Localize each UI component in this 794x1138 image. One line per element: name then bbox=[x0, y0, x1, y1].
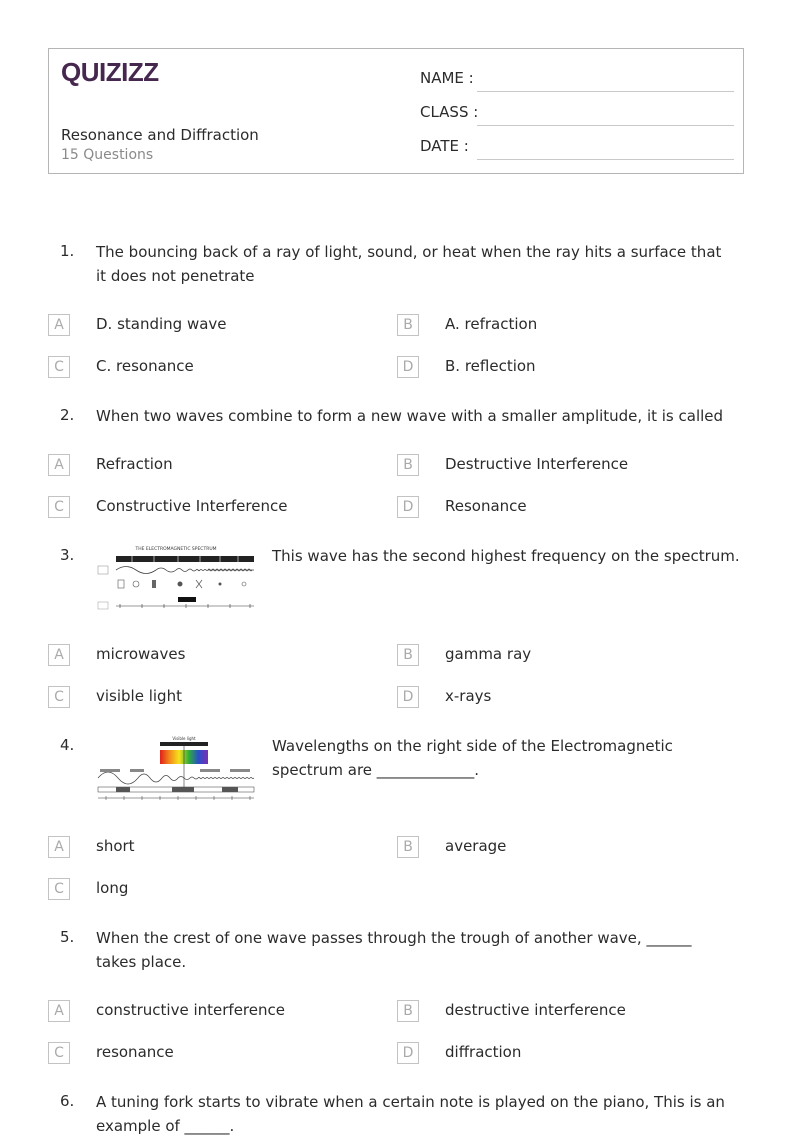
date-label: DATE : bbox=[420, 137, 469, 155]
worksheet-title: Resonance and Diffraction bbox=[61, 126, 259, 144]
name-label: NAME : bbox=[420, 69, 474, 87]
diagram-caption: THE ELECTROMAGNETIC SPECTRUM bbox=[135, 547, 217, 552]
question-number: 5. bbox=[60, 928, 75, 946]
option-text: destructive interference bbox=[445, 1001, 626, 1019]
option-text: average bbox=[445, 837, 507, 855]
option-text: resonance bbox=[96, 1043, 174, 1061]
date-line[interactable] bbox=[477, 159, 734, 160]
option-letter-box[interactable]: D bbox=[397, 356, 419, 378]
question-number: 2. bbox=[60, 406, 75, 424]
name-field bbox=[420, 69, 734, 93]
worksheet-header bbox=[48, 48, 744, 174]
option-letter-box[interactable]: D bbox=[397, 686, 419, 708]
option-letter-box[interactable]: B bbox=[397, 454, 419, 476]
option-letter-box[interactable]: C bbox=[48, 686, 70, 708]
class-line[interactable] bbox=[477, 125, 734, 126]
diagram-caption: Visible light bbox=[172, 736, 196, 741]
name-line[interactable] bbox=[477, 91, 734, 92]
option-letter-box[interactable]: C bbox=[48, 1042, 70, 1064]
option-letter-box[interactable]: C bbox=[48, 496, 70, 518]
option-text: Constructive Interference bbox=[96, 497, 288, 515]
quizizz-logo: QUIZIZZ bbox=[61, 57, 159, 87]
option-text: microwaves bbox=[96, 645, 186, 663]
class-label: CLASS : bbox=[420, 103, 479, 121]
option-letter-box[interactable]: B bbox=[397, 314, 419, 336]
question-text: When two waves combine to form a new wave with a smaller amplitude, it is called bbox=[96, 407, 724, 425]
option-text: A. refraction bbox=[445, 315, 538, 333]
option-text: Resonance bbox=[445, 497, 527, 515]
electromagnetic-spectrum-diagram bbox=[96, 544, 256, 616]
option-letter-box[interactable]: D bbox=[397, 1042, 419, 1064]
option-letter-box[interactable]: A bbox=[48, 314, 70, 336]
question-count: 15 Questions bbox=[61, 147, 154, 163]
option-text: visible light bbox=[96, 687, 182, 705]
option-letter-box[interactable]: A bbox=[48, 454, 70, 476]
question-number: 1. bbox=[60, 242, 75, 260]
option-letter-box[interactable]: B bbox=[397, 836, 419, 858]
option-letter-box[interactable]: A bbox=[48, 1000, 70, 1022]
question-number: 4. bbox=[60, 736, 75, 754]
question-text: This wave has the second highest frequency on the spectrum. bbox=[272, 547, 740, 565]
option-text: diffraction bbox=[445, 1043, 522, 1061]
option-text: D. standing wave bbox=[96, 315, 227, 333]
option-letter-box[interactable]: A bbox=[48, 836, 70, 858]
option-text: long bbox=[96, 879, 129, 897]
option-letter-box[interactable]: D bbox=[397, 496, 419, 518]
question-number: 6. bbox=[60, 1092, 75, 1110]
class-field bbox=[420, 103, 734, 127]
wavelength-spectrum-diagram bbox=[96, 734, 256, 808]
question-text: Wavelengths on the right side of the Electromagnetic spectrum are _____________. bbox=[272, 737, 673, 779]
option-text: short bbox=[96, 837, 135, 855]
option-letter-box[interactable]: B bbox=[397, 644, 419, 666]
option-text: constructive interference bbox=[96, 1001, 285, 1019]
question-text: When the crest of one wave passes through the trough of another wave, ______ takes place. bbox=[96, 929, 692, 971]
option-letter-box[interactable]: B bbox=[397, 1000, 419, 1022]
option-text: Refraction bbox=[96, 455, 173, 473]
option-text: B. reflection bbox=[445, 357, 536, 375]
question-text: The bouncing back of a ray of light, sound, or heat when the ray hits a surface that it does not penetrate bbox=[96, 243, 722, 285]
option-text: C. resonance bbox=[96, 357, 194, 375]
question-text: A tuning fork starts to vibrate when a certain note is played on the piano, This is an example of ______. bbox=[96, 1093, 725, 1135]
option-letter-box[interactable]: A bbox=[48, 644, 70, 666]
option-letter-box[interactable]: C bbox=[48, 878, 70, 900]
option-text: gamma ray bbox=[445, 645, 532, 663]
option-text: Destructive Interference bbox=[445, 455, 629, 473]
date-field bbox=[420, 137, 734, 161]
option-letter-box[interactable]: C bbox=[48, 356, 70, 378]
option-text: x-rays bbox=[445, 687, 492, 705]
question-number: 3. bbox=[60, 546, 75, 564]
